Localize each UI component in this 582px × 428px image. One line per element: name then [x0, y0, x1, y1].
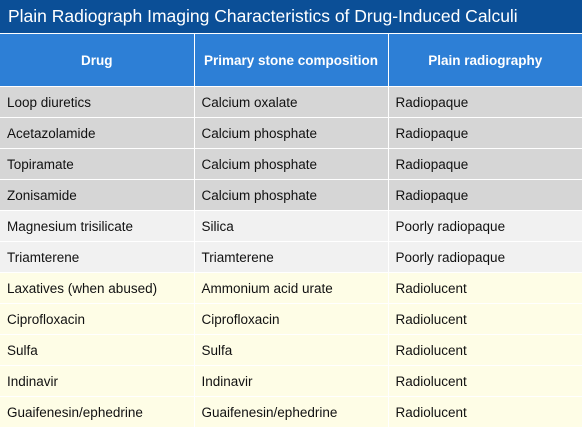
- table-row: [0, 180, 582, 211]
- cell-radiography: Poorly radiopaque: [388, 211, 582, 242]
- table-row: [0, 118, 582, 149]
- cell-radiography: Radiopaque: [388, 87, 582, 118]
- cell-drug: Indinavir: [0, 366, 194, 397]
- header-drug: Drug: [0, 34, 194, 87]
- header-row: [0, 34, 582, 87]
- cell-radiography: Radiopaque: [388, 180, 582, 211]
- cell-radiography: Radiolucent: [388, 304, 582, 335]
- cell-composition: Calcium phosphate: [194, 149, 388, 180]
- cell-radiography: Poorly radiopaque: [388, 242, 582, 273]
- cell-composition: Silica: [194, 211, 388, 242]
- cell-composition: Calcium phosphate: [194, 118, 388, 149]
- table-title: Plain Radiograph Imaging Characteristics of Drug-Induced Calculi: [0, 0, 582, 34]
- cell-drug: Laxatives (when abused): [0, 273, 194, 304]
- cell-composition: Triamterene: [194, 242, 388, 273]
- cell-radiography: Radiolucent: [388, 335, 582, 366]
- table-row: [0, 211, 582, 242]
- table-row: [0, 335, 582, 366]
- cell-drug: Sulfa: [0, 335, 194, 366]
- table-row: [0, 87, 582, 118]
- cell-drug: Zonisamide: [0, 180, 194, 211]
- cell-drug: Topiramate: [0, 149, 194, 180]
- cell-drug: Ciprofloxacin: [0, 304, 194, 335]
- cell-composition: Calcium phosphate: [194, 180, 388, 211]
- cell-composition: Ciprofloxacin: [194, 304, 388, 335]
- header-composition: Primary stone composition: [194, 34, 388, 87]
- table-row: [0, 304, 582, 335]
- table-row: [0, 273, 582, 304]
- cell-composition: Indinavir: [194, 366, 388, 397]
- cell-radiography: Radiopaque: [388, 118, 582, 149]
- cell-drug: Acetazolamide: [0, 118, 194, 149]
- cell-radiography: Radiolucent: [388, 366, 582, 397]
- cell-drug: Magnesium trisilicate: [0, 211, 194, 242]
- cell-composition: Guaifenesin/ephedrine: [194, 397, 388, 428]
- cell-radiography: Radiolucent: [388, 397, 582, 428]
- header-radiography: Plain radiography: [388, 34, 582, 87]
- cell-radiography: Radiolucent: [388, 273, 582, 304]
- table-row: [0, 242, 582, 273]
- cell-composition: Calcium oxalate: [194, 87, 388, 118]
- cell-radiography: Radiopaque: [388, 149, 582, 180]
- cell-composition: Sulfa: [194, 335, 388, 366]
- table-row: [0, 366, 582, 397]
- table-row: [0, 397, 582, 428]
- calculi-table: [0, 34, 582, 427]
- table-row: [0, 149, 582, 180]
- cell-drug: Triamterene: [0, 242, 194, 273]
- cell-drug: Guaifenesin/ephedrine: [0, 397, 194, 428]
- cell-drug: Loop diuretics: [0, 87, 194, 118]
- cell-composition: Ammonium acid urate: [194, 273, 388, 304]
